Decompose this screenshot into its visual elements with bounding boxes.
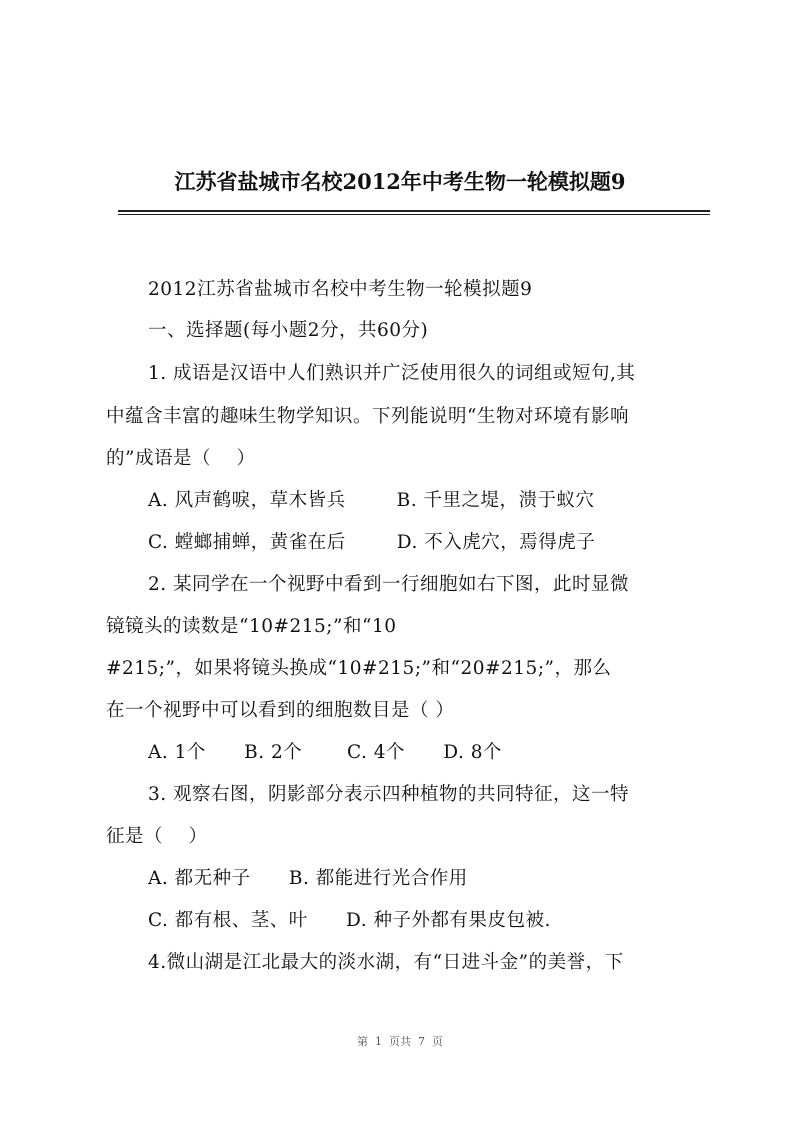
question-2-options: A. 1个 B. 2个 C. 4个 D. 8个 [148,742,502,763]
section-heading: 一、选择题(每小题2分，共60分) [148,320,429,341]
question-4-line-1: 4.微山湖是江北最大的淡水湖，有“日进斗金”的美誉，下 [148,952,624,973]
question-3-options-ab: A. 都无种子 B. 都能进行光合作用 [148,868,468,889]
title-rule-thin [118,214,710,215]
question-1-line-3: 的”成语是（ ） [106,448,256,469]
document-title: 江苏省盐城市名校2012年中考生物一轮模拟题9 [174,169,626,194]
question-2-line-2: 镜镜头的读数是“10#215;”和“10 [106,616,397,637]
question-3-line-1: 3. 观察右图，阴影部分表示四种植物的共同特征，这一特 [148,784,630,805]
title-rule-thick [118,210,710,212]
question-3-options-cd: C. 都有根、茎、叶 D. 种子外都有果皮包被. [148,910,551,931]
question-1-options-cd: C. 螳螂捕蝉，黄雀在后 D. 不入虎穴，焉得虎子 [148,532,596,553]
page-footer: 第 1 页共 7 页 [357,1035,443,1048]
question-1-line-2: 中蕴含丰富的趣味生物学知识。下列能说明“生物对环境有影响 [106,406,629,427]
question-1-options-ab: A. 风声鹤唳，草木皆兵 B. 千里之堤，溃于蚁穴 [148,490,595,511]
question-1-line-1: 1. 成语是汉语中人们熟识并广泛使用很久的词组或短句,其 [148,363,636,384]
question-3-line-2: 征是（ ） [106,826,208,847]
question-2-line-4: 在一个视野中可以看到的细胞数目是（ ） [106,700,455,721]
question-2-line-3: #215;”，如果将镜头换成“10#215;”和“20#215;”，那么 [106,658,612,679]
question-2-line-1: 2. 某同学在一个视野中看到一行细胞如右下图，此时显微 [148,574,630,595]
doc-heading: 2012江苏省盐城市名校中考生物一轮模拟题9 [148,279,533,300]
